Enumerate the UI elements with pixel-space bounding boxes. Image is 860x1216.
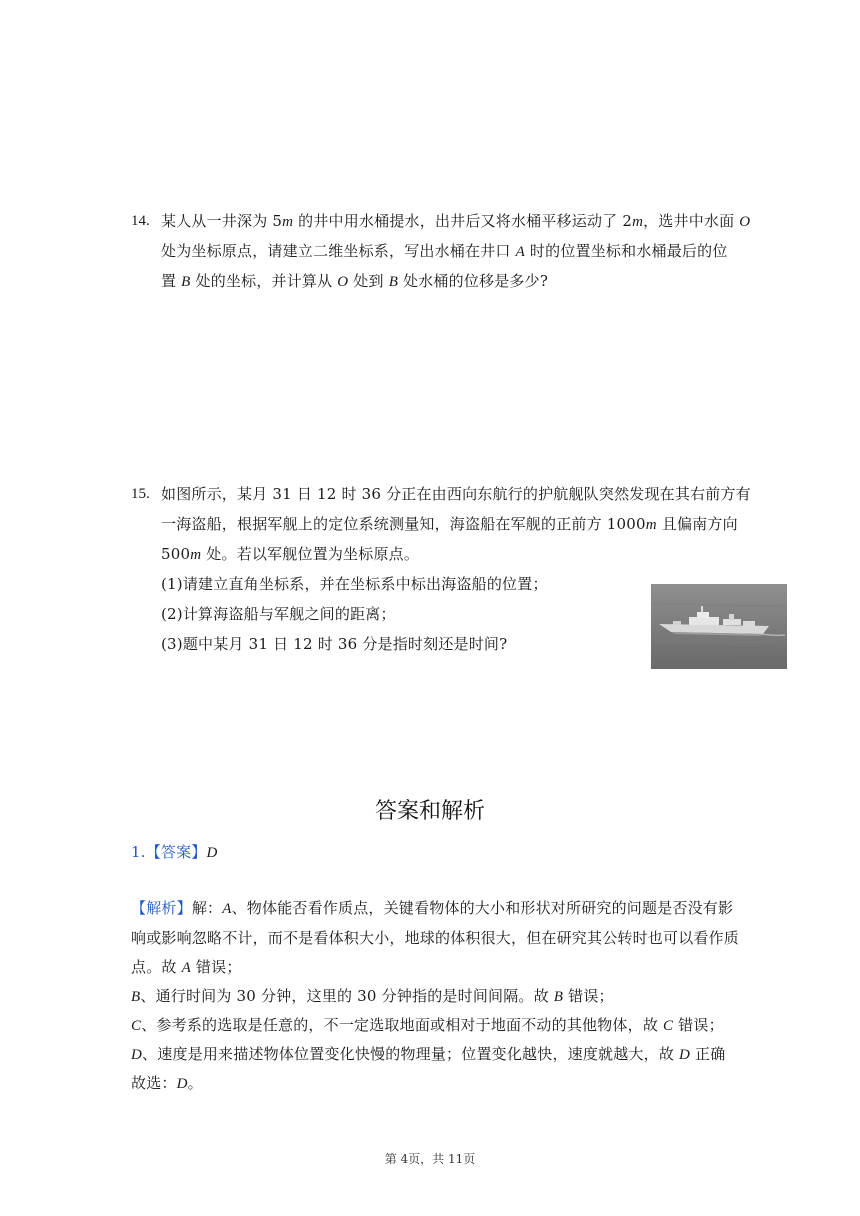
question-14-number: 14. <box>131 213 150 229</box>
question-14-line-1: 某人从一井深为 5m 的井中用水桶提水，出井后又将水桶平移运动了 2m，选井中水面 O <box>161 212 751 230</box>
answer-1-value: D <box>206 845 218 861</box>
question-15-number: 15. <box>131 486 150 502</box>
question-15-sub-3: (3)题中某月 31 日 12 时 36 分是指时刻还是时间? <box>161 635 508 653</box>
question-14-line-2: 处为坐标原点，请建立二维坐标系，写出水桶在井口 A 时的位置坐标和水桶最后的位 <box>161 242 728 260</box>
answer-1 <box>131 842 218 863</box>
analysis-line-3: 点。故 A 错误； <box>131 958 242 976</box>
answers-section-title: 答案和解析 <box>374 799 485 824</box>
question-15-line-1: 如图所示，某月 31 日 12 时 36 分正在由西向东航行的护航舰队突然发现在其右前方有 <box>161 485 751 503</box>
page-footer: 第 4页，共 11页 <box>384 1152 476 1166</box>
warship-image <box>651 584 787 669</box>
question-15-line-3: 500m 处。若以军舰位置为坐标原点。 <box>161 545 420 563</box>
analysis-tag: 【解析】 <box>131 899 192 917</box>
question-15-sub-2: (2)计算海盗船与军舰之间的距离； <box>161 605 396 623</box>
question-15-sub-1: (1)请建立直角坐标系，并在坐标系中标出海盗船的位置； <box>161 575 548 593</box>
question-15-line-2: 一海盗船，根据军舰上的定位系统测量知，海盗船在军舰的正前方 1000m 且偏南方向 <box>161 515 738 533</box>
analysis-line-1: 【解析】解：A、物体能否看作质点，关键看物体的大小和形状对所研究的问题是否没有影 <box>131 899 734 917</box>
answer-1-label: 1.【答案】 <box>131 843 207 861</box>
question-14-line-3: 置 B 处的坐标，并计算从 O 处到 B 处水桶的位移是多少? <box>161 272 549 290</box>
analysis-final-choice: 故选：D。 <box>131 1074 203 1092</box>
analysis-line-c: C、参考系的选取是任意的，不一定选取地面或相对于地面不动的其他物体，故 C 错误； <box>131 1016 724 1034</box>
analysis-line-2: 响或影响忽略不计，而不是看体积大小，地球的体积很大，但在研究其公转时也可以看作质 <box>131 929 740 947</box>
warship-photo <box>651 584 787 669</box>
analysis-line-d: D、速度是用来描述物体位置变化快慢的物理量；位置变化越快，速度就越大，故 D 正确 <box>131 1045 726 1063</box>
analysis-line-b: B、通行时间为 30 分钟，这里的 30 分钟指的是时间间隔。故 B 错误； <box>131 987 614 1005</box>
